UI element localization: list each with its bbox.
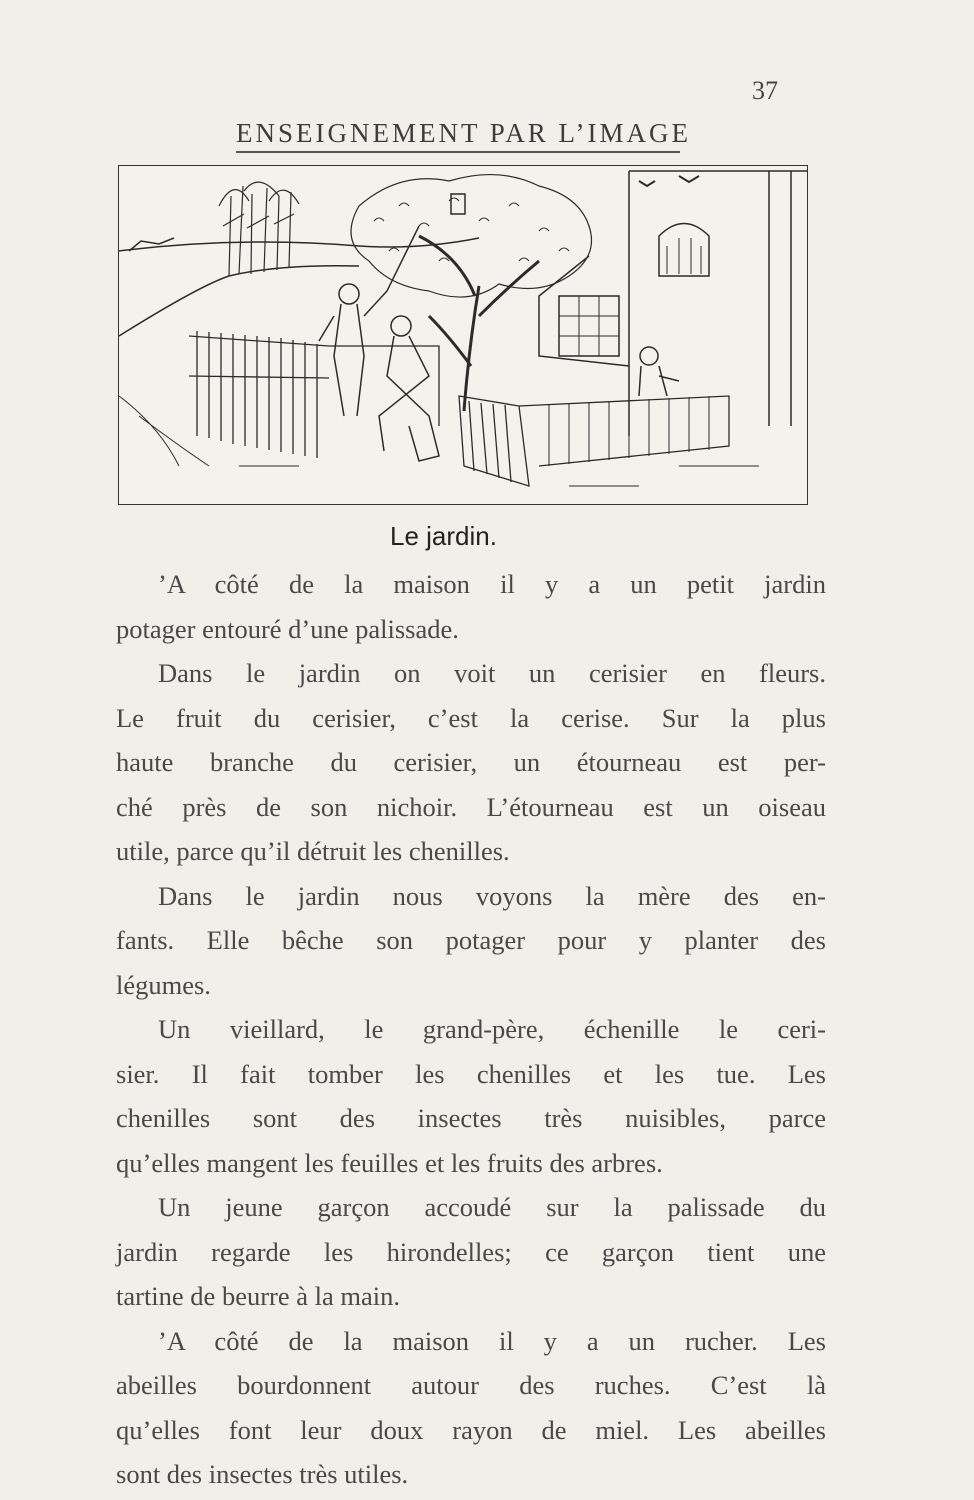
grandfather-figure xyxy=(319,226,419,416)
text-line: sont des insectes très utiles. xyxy=(116,1459,409,1489)
text-line: ché près de son nichoir. L’étourneau est un oiseau xyxy=(116,791,826,822)
running-head-rule xyxy=(236,151,680,153)
text-line: légumes. xyxy=(116,969,211,1000)
mother-figure xyxy=(379,316,439,461)
text-line: abeilles bourdonnent autour des ruches. C’est là xyxy=(116,1370,826,1400)
swallows xyxy=(639,176,699,186)
text-line: qu’elles font leur doux rayon de miel. Les abeilles xyxy=(116,1414,826,1445)
text-line: Dans le jardin on voit un cerisier en fleurs. xyxy=(158,658,826,688)
nest-box xyxy=(451,194,465,214)
meadow-line xyxy=(119,266,359,336)
text-line: haute branche du cerisier, un étourneau est per- xyxy=(116,747,826,777)
text-line: jardin regarde les hirondelles; ce garçon tient une xyxy=(116,1236,826,1267)
text-line: Le fruit du cerisier, c’est la cerise. Sur la plus xyxy=(116,702,826,733)
text-line: Dans le jardin nous voyons la mère des en- xyxy=(158,880,826,911)
text-line: qu’elles mangent les feuilles et les fruits des arbres. xyxy=(116,1147,663,1178)
text-line: Un vieillard, le grand-père, échenille le ceri- xyxy=(158,1014,826,1044)
text-line: tartine de beurre à la main. xyxy=(116,1281,400,1311)
house xyxy=(539,171,807,436)
body-text xyxy=(116,562,826,1497)
text-line: utile, parce qu’il détruit les chenilles. xyxy=(116,836,510,866)
illustration-caption: Le jardin. xyxy=(390,521,497,551)
text-line: fants. Elle bêche son potager pour y planter des xyxy=(116,925,826,955)
fence xyxy=(189,331,729,486)
distant-trees xyxy=(219,182,299,276)
page-number: 37 xyxy=(752,76,778,105)
text-line: ’A côté de la maison il y a un rucher. Les xyxy=(158,1325,826,1356)
garden-illustration xyxy=(118,165,808,505)
text-line: sier. Il fait tomber les chenilles et les tue. Les xyxy=(116,1058,826,1089)
boy-figure xyxy=(639,347,679,396)
running-head: ENSEIGNEMENT PAR L’IMAGE xyxy=(236,118,692,148)
text-line: potager entouré d’une palissade. xyxy=(116,613,459,644)
text-line: Un jeune garçon accoudé sur la palissade du xyxy=(158,1192,826,1222)
text-line: chenilles sont des insectes très nuisibles, parce xyxy=(116,1103,826,1133)
text-line: ’A côté de la maison il y a un petit jardin xyxy=(158,569,826,599)
